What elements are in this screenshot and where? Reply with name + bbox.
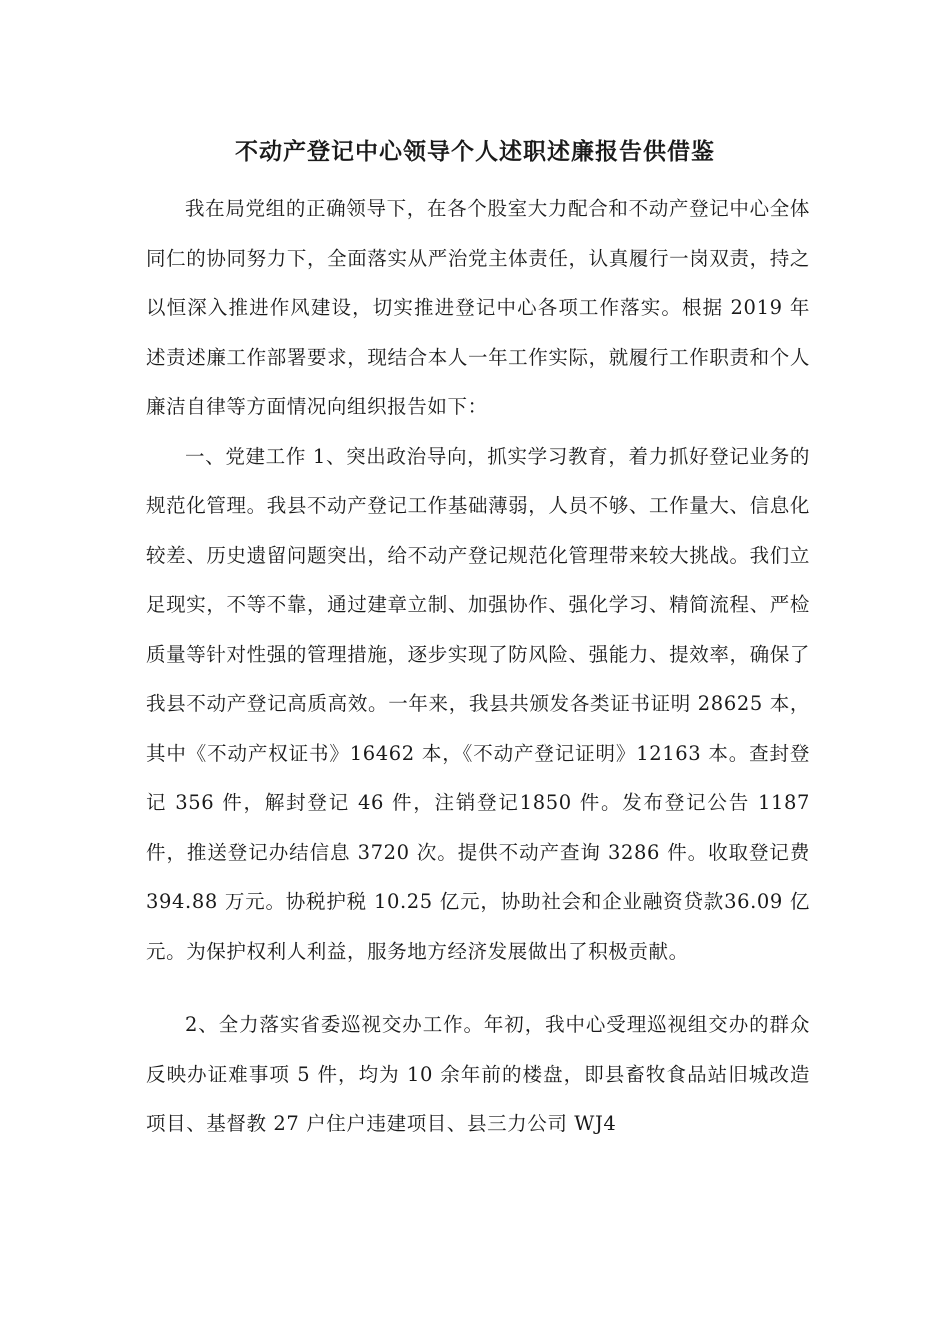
document-title: 不动产登记中心领导个人述职述廉报告供借鉴 <box>235 138 715 165</box>
paragraph-party-building: 一、党建工作 1、突出政治导向，抓实学习教育，着力抓好登记业务的规范化管理。我县不动产登记工作基础薄弱，人员不够、工作量大、信息化较差、历史遗留问题突出，给不动产登记规范化管理带来较大挑战。我们立足现实，不等不靠，通过建章立制、加强协作、强化学习、精简流程、严检质量等针对性强的管理措施，逐步实现了防风险、强能力、提效率，确保了我县不动产登记高质高效。一年来，我县共颁发各类证书证明 28625 本，其中《不动产权证书》16462 本，《不动产登记证明》12163 本。查封登记 356 件，解封登记 46 件，注销登记1850 件。发布登记公告 1187 件，推送登记办结信息 3720 次。提供不动产查询 3286 件。收取登记费394.88 万元。协税护税 10.25 亿元，协助社会和企业融资贷款36.09 亿元。为保护权利人利益，服务地方经济发展做出了积极贡献。 <box>146 444 810 963</box>
paragraph-inspection: 2、全力落实省委巡视交办工作。年初，我中心受理巡视组交办的群众反映办证难事项 5 件，均为 10 余年前的楼盘，即县畜牧食品站旧城改造项目、基督教 27 户住户违建项目、县三力公司 WJ4 <box>146 1013 810 1135</box>
paragraph-intro: 我在局党组的正确领导下，在各个股室大力配合和不动产登记中心全体同仁的协同努力下，全面落实从严治党主体责任，认真履行一岗双责，持之以恒深入推进作风建设，切实推进登记中心各项工作落实。根据 2019 年述责述廉工作部署要求，现结合本人一年工作实际，就履行工作职责和个人廉洁自律等方面情况向组织报告如下： <box>146 197 810 418</box>
document-body <box>146 184 810 1149</box>
